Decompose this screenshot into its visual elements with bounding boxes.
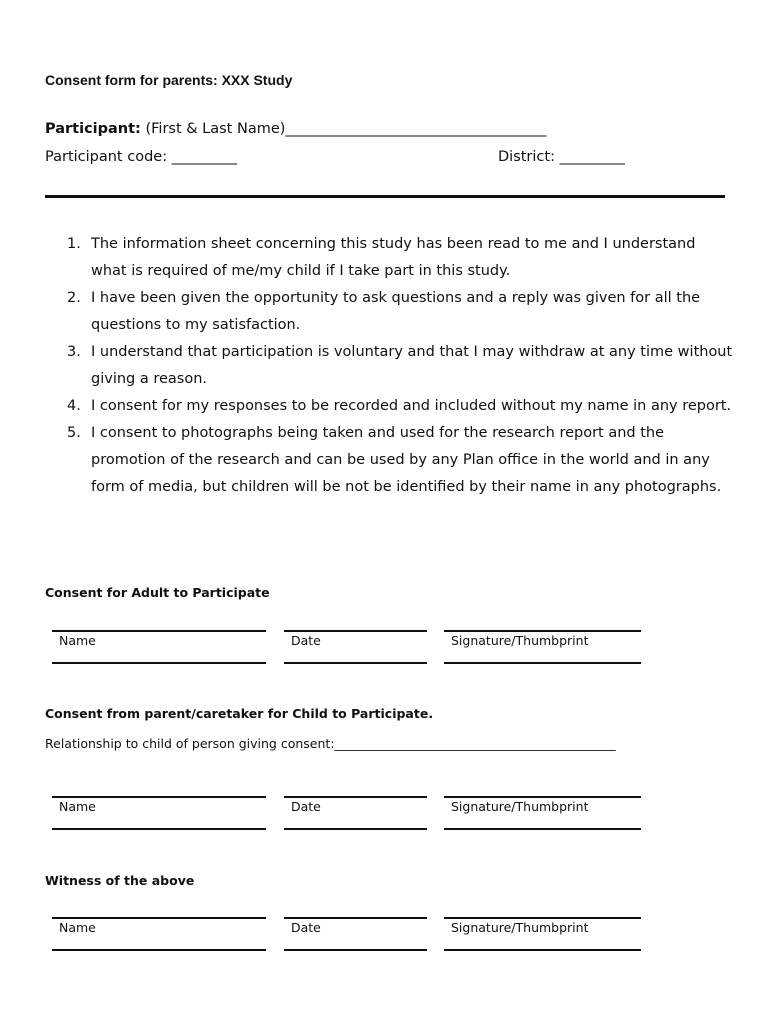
statement-item xyxy=(45,393,735,420)
adult-consent-heading: Consent for Adult to Participate xyxy=(45,585,270,600)
statement-number: 3. xyxy=(67,344,81,360)
statement-text: I have been given the opportunity to ask questions and a reply was given for all the questions to my satisfaction. xyxy=(91,290,701,333)
witness-signature-field[interactable] xyxy=(444,917,641,951)
child-signature-field[interactable] xyxy=(444,796,641,830)
adult-signature-row xyxy=(0,630,770,670)
statement-number: 4. xyxy=(67,398,81,414)
statement-item xyxy=(45,420,735,501)
child-signature-label: Signature/Thumbprint xyxy=(451,799,589,814)
statement-text: The information sheet concerning this study has been read to me and I understand what is required of me/my child if I take part in this study. xyxy=(91,236,696,279)
adult-date-field[interactable] xyxy=(284,630,427,664)
divider xyxy=(45,195,725,198)
child-signature-row xyxy=(0,796,770,836)
witness-heading: Witness of the above xyxy=(45,873,195,888)
witness-date-field[interactable] xyxy=(284,917,427,951)
adult-signature-field[interactable] xyxy=(444,630,641,664)
statement-item xyxy=(45,231,735,285)
witness-name-field[interactable] xyxy=(52,917,266,951)
statement-number: 1. xyxy=(67,236,81,252)
child-date-label: Date xyxy=(291,799,321,814)
statement-item xyxy=(45,339,735,393)
witness-signature-label: Signature/Thumbprint xyxy=(451,920,589,935)
adult-name-label: Name xyxy=(59,633,96,648)
child-date-field[interactable] xyxy=(284,796,427,830)
relationship-field[interactable]: Relationship to child of person giving consent:_____________________________________________ xyxy=(45,736,616,751)
adult-date-label: Date xyxy=(291,633,321,648)
consent-statements xyxy=(45,231,735,501)
participant-code-field[interactable]: Participant code: _________ xyxy=(45,149,237,165)
statement-number: 2. xyxy=(67,290,81,306)
adult-name-field[interactable] xyxy=(52,630,266,664)
child-name-field[interactable] xyxy=(52,796,266,830)
witness-signature-row xyxy=(0,917,770,957)
statement-text: I understand that participation is voluntary and that I may withdraw at any time without giving a reason. xyxy=(91,344,733,387)
statement-item xyxy=(45,285,735,339)
participant-label: Participant: xyxy=(45,121,141,137)
child-name-label: Name xyxy=(59,799,96,814)
district-field[interactable]: District: _________ xyxy=(498,149,625,165)
form-title: Consent form for parents: XXX Study xyxy=(45,72,293,88)
participant-name-line xyxy=(45,121,546,137)
child-consent-heading: Consent from parent/caretaker for Child to Participate. xyxy=(45,706,434,721)
participant-name-field[interactable]: (First & Last Name)____________________________________ xyxy=(140,121,547,137)
adult-signature-label: Signature/Thumbprint xyxy=(451,633,589,648)
witness-name-label: Name xyxy=(59,920,96,935)
statement-text: I consent for my responses to be recorded and included without my name in any report. xyxy=(91,398,732,414)
statement-number: 5. xyxy=(67,425,81,441)
statement-text: I consent to photographs being taken and used for the research report and the promotion of the research and can be used by any Plan office in the world and in any form of media, but children will be not be identified by their name in any photographs. xyxy=(91,425,722,495)
witness-date-label: Date xyxy=(291,920,321,935)
